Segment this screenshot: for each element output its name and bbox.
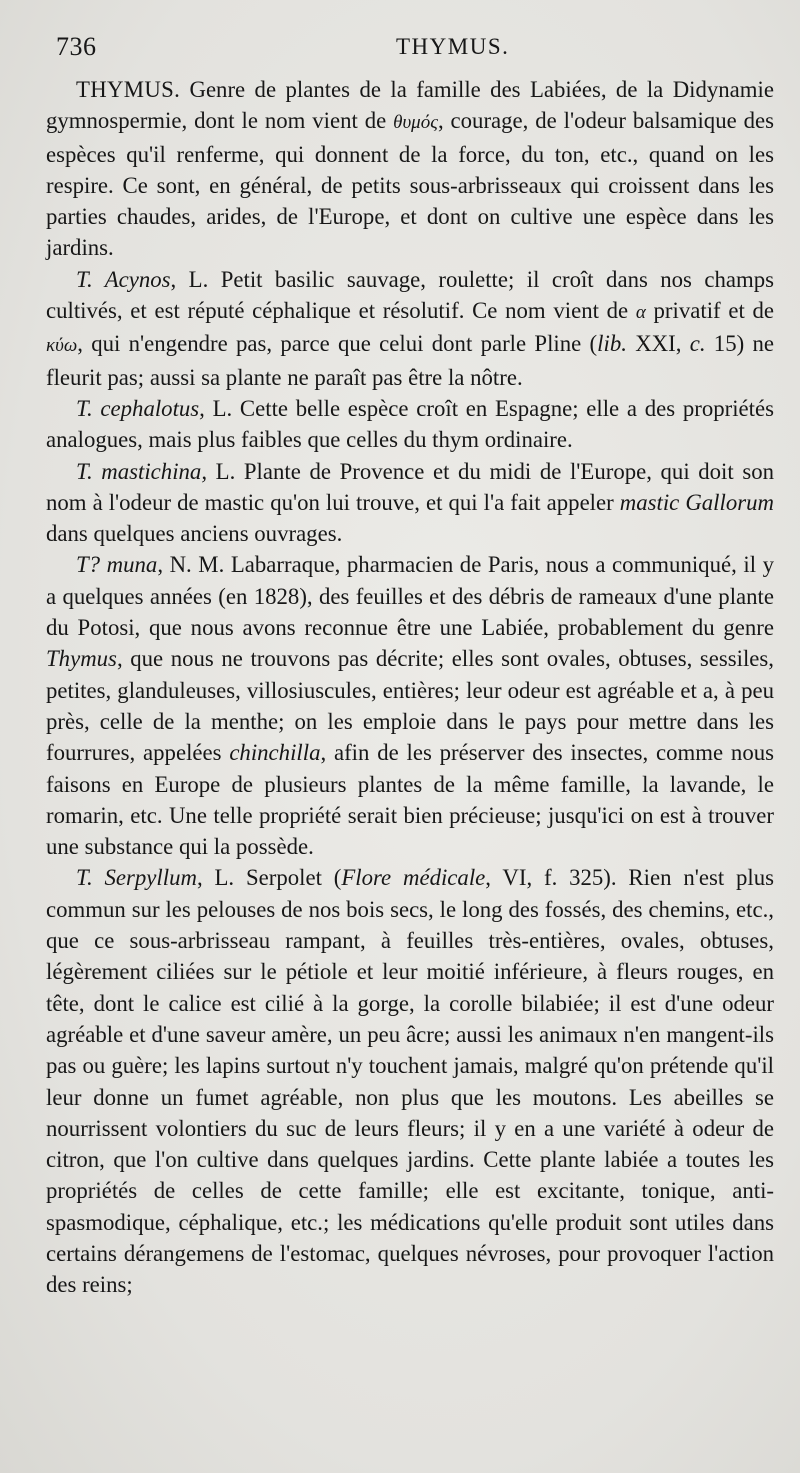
species-name: T. Serpyllum bbox=[76, 865, 197, 891]
entry-text: , que nous ne trouvons pas décrite; elles sont ovales, obtuses, sessiles, petites, glanduleuses, villosiuscules, entières; leur odeur est agréable et a, à peu près, celle de la menthe; on les emploie dans le pays pour mettre dans les fourrures, appelées bbox=[46, 646, 774, 766]
reference-abbrev: lib. bbox=[597, 331, 627, 357]
entry-text: 15) ne fleurit pas; aussi sa plante ne paraît pas être la nôtre. bbox=[46, 331, 774, 390]
greek-word: α bbox=[635, 302, 646, 324]
page-header bbox=[46, 30, 774, 74]
entry-thymus bbox=[46, 74, 774, 264]
entry-acynos bbox=[46, 264, 774, 393]
entry-text: , courage, de l'odeur balsamique des espèces qu'il renferme, qui donnent de la force, du ton, etc., quand on les respire. Ce sont, en général, de petits sous-arbrisseaux qui croissent dans les parties chaudes, arides, de l'Europe, et dont on cultive une espèce dans les jardins. bbox=[46, 108, 774, 261]
entry-text: , L. Serpolet ( bbox=[196, 865, 342, 891]
species-name: T. mastichina, bbox=[76, 458, 208, 484]
italic-term: mastic Gallorum bbox=[619, 489, 774, 515]
species-name: T. cephalotus, bbox=[76, 395, 205, 421]
entry-text: Genre de plantes de la famille des Labiées, de la Didynamie gymnospermie, dont le nom vient de bbox=[46, 77, 774, 134]
greek-word: θυμός bbox=[393, 112, 438, 134]
entry-text: , qui n'engendre pas, parce que celui dont parle Pline ( bbox=[77, 331, 598, 357]
entry-text: XXI, bbox=[626, 331, 690, 357]
entry-text: L. Plante de Provence et du midi de l'Europe, qui doit son nom à l'odeur de mastic qu'on lui trouve, et qui l'a fait appeler bbox=[46, 458, 774, 515]
entry-cephalotus bbox=[46, 393, 774, 456]
entry-text: , afin de les préserver des insectes, comme nous faisons en Europe de plusieurs plantes de la même famille, la lavande, le romarin, etc. Une telle propriété serait bien précieuse; jusqu'ici on est à trouver une substance qui la possède. bbox=[46, 740, 775, 860]
running-head: THYMUS. bbox=[396, 34, 510, 59]
entry-serpyllum bbox=[46, 862, 774, 1300]
body-text bbox=[46, 74, 774, 1301]
italic-term: chinchilla bbox=[229, 740, 321, 766]
entry-text: , L. Petit basilic sauvage, roulette; il croît dans nos champs cultivés, et est réputé céphalique et résolutif. Ce nom vient de bbox=[46, 266, 774, 324]
entry-mastichina bbox=[46, 456, 774, 550]
entry-text: privatif et de bbox=[645, 298, 774, 324]
greek-word: κύω bbox=[46, 335, 78, 357]
entry-text: , VI, f. 325). Rien n'est plus commun sur les pelouses de nos bois secs, le long des fossés, des chemins, etc., que ce sous-arbrisseau rampant, à feuilles très-entières, ovales, obtuses, légèrement ciliées sur le pétiole et leur moitié inférieure, à fleurs rouges, en tête, dont le calice est cilié à la gorge, la corolle bilabiée; il est d'une odeur agréable et d'une saveur amère, un peu âcre; aussi les animaux n'en mangent-ils pas ou guère; les lapins surtout n'y touchent jamais, malgré qu'on prétende qu'il leur donne un fumet agréable, non plus que les moutons. Les abeilles se nourrissent volontiers du suc de leurs fleurs; il y en a une variété à odeur de citron, que l'on cultive dans quelques jardins. Cette plante labiée a toutes les propriétés de celles de cette famille; elle est excitante, tonique, anti-spasmodique, céphalique, etc.; les médications qu'elle produit sont utiles dans certains dérangemens de l'estomac, quelques névroses, pour provoquer l'action des reins; bbox=[46, 865, 774, 1298]
entry-lead: THYMUS. bbox=[76, 77, 181, 102]
italic-term: Flore médicale bbox=[341, 865, 486, 891]
reference-abbrev: c. bbox=[689, 331, 706, 357]
entry-text: , N. M. Labarraque, pharmacien de Paris, nous a communiqué, il y a quelques années (en 1828), des feuilles et des débris de rameaux d'une plante du Potosi, que nous avons reconnue être une Labiée, probablement du genre bbox=[46, 552, 774, 641]
species-name: T. Acynos bbox=[76, 266, 171, 292]
page-number: 736 bbox=[56, 32, 97, 61]
species-name: T? muna bbox=[76, 552, 158, 578]
entry-text: L. Cette belle espèce croît en Espagne; elle a des propriétés analogues, mais plus faibles que celles du thym ordinaire. bbox=[46, 395, 774, 453]
italic-term: Thymus bbox=[46, 646, 117, 672]
entry-muna bbox=[46, 549, 774, 862]
entry-text: dans quelques anciens ouvrages. bbox=[46, 521, 343, 547]
